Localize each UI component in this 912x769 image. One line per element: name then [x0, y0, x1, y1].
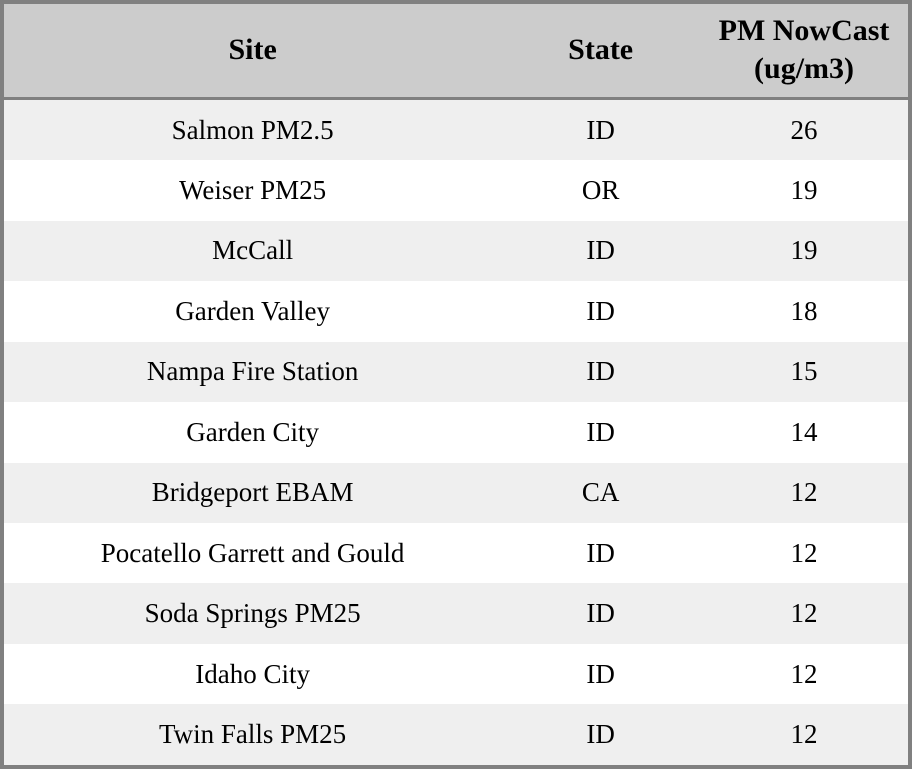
table-header: [4, 4, 908, 98]
cell-pm-nowcast: 12: [700, 463, 908, 523]
cell-site: Nampa Fire Station: [4, 342, 501, 402]
column-header-pm-nowcast: PM NowCast (ug/m3): [700, 4, 908, 98]
cell-pm-nowcast: 12: [700, 704, 908, 765]
table-row: [4, 402, 908, 462]
pm-nowcast-table: [4, 4, 908, 765]
cell-site: Salmon PM2.5: [4, 98, 501, 160]
cell-pm-nowcast: 19: [700, 221, 908, 281]
table-row: [4, 342, 908, 402]
cell-state: ID: [501, 704, 700, 765]
table-row: [4, 463, 908, 523]
cell-state: ID: [501, 281, 700, 341]
cell-state: ID: [501, 342, 700, 402]
cell-state: ID: [501, 221, 700, 281]
cell-pm-nowcast: 19: [700, 160, 908, 220]
cell-site: Idaho City: [4, 644, 501, 704]
table-row: [4, 98, 908, 160]
cell-site: Pocatello Garrett and Gould: [4, 523, 501, 583]
table-row: [4, 523, 908, 583]
table-header-row: [4, 4, 908, 98]
column-header-site: Site: [4, 4, 501, 98]
cell-site: Garden Valley: [4, 281, 501, 341]
table-row: [4, 704, 908, 765]
cell-pm-nowcast: 12: [700, 644, 908, 704]
cell-state: OR: [501, 160, 700, 220]
cell-state: ID: [501, 402, 700, 462]
cell-site: Garden City: [4, 402, 501, 462]
cell-state: ID: [501, 583, 700, 643]
cell-state: ID: [501, 523, 700, 583]
table-row: [4, 583, 908, 643]
column-header-state: State: [501, 4, 700, 98]
cell-pm-nowcast: 26: [700, 98, 908, 160]
table-row: [4, 221, 908, 281]
table-row: [4, 160, 908, 220]
cell-site: Soda Springs PM25: [4, 583, 501, 643]
table-row: [4, 644, 908, 704]
cell-site: Weiser PM25: [4, 160, 501, 220]
cell-site: Bridgeport EBAM: [4, 463, 501, 523]
cell-site: Twin Falls PM25: [4, 704, 501, 765]
table-body: [4, 98, 908, 765]
cell-pm-nowcast: 12: [700, 523, 908, 583]
cell-state: ID: [501, 98, 700, 160]
cell-pm-nowcast: 15: [700, 342, 908, 402]
cell-state: CA: [501, 463, 700, 523]
cell-pm-nowcast: 14: [700, 402, 908, 462]
cell-state: ID: [501, 644, 700, 704]
cell-site: McCall: [4, 221, 501, 281]
cell-pm-nowcast: 18: [700, 281, 908, 341]
cell-pm-nowcast: 12: [700, 583, 908, 643]
table-row: [4, 281, 908, 341]
